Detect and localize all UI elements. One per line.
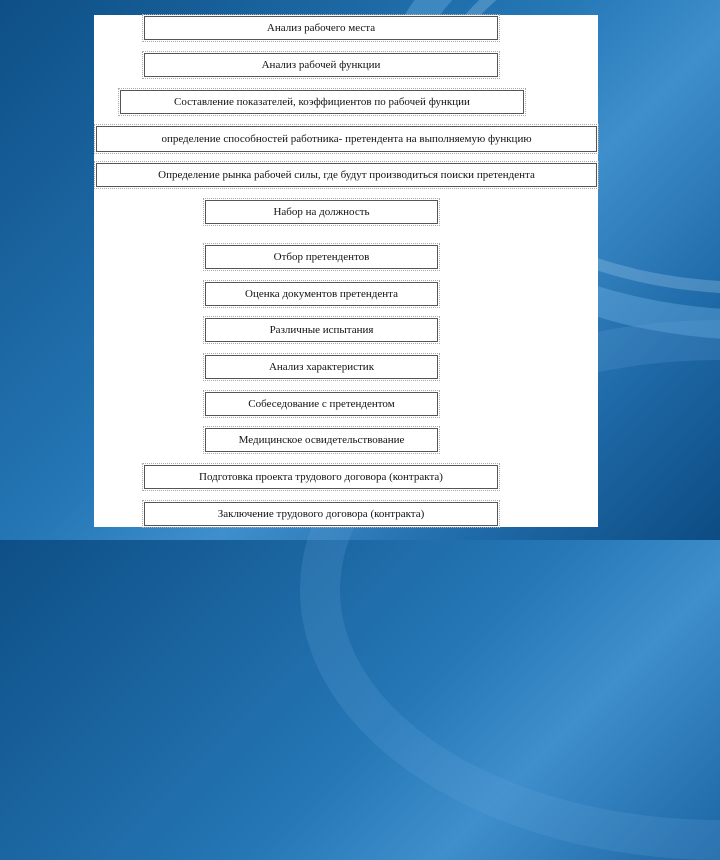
step-tests: Различные испытания [205,318,438,342]
step-candidate-abilities: определение способностей работника- претендента на выполняемую функцию [96,126,597,152]
step-recruitment: Набор на должность [205,200,438,224]
step-documents-evaluation: Оценка документов претендента [205,282,438,306]
step-indicators-compilation: Составление показателей, коэффициентов по рабочей функции [120,90,524,114]
step-workplace-analysis: Анализ рабочего места [144,16,498,40]
step-contract-conclusion: Заключение трудового договора (контракта) [144,502,498,526]
step-candidate-selection: Отбор претендентов [205,245,438,269]
step-interview: Собеседование с претендентом [205,392,438,416]
step-labor-market: Определение рынка рабочей силы, где будут производиться поиски претендента [96,163,597,187]
step-medical-examination: Медицинское освидетельствование [205,428,438,452]
step-contract-preparation: Подготовка проекта трудового договора (контракта) [144,465,498,489]
step-work-function-analysis: Анализ рабочей функции [144,53,498,77]
step-characteristics-analysis: Анализ характеристик [205,355,438,379]
